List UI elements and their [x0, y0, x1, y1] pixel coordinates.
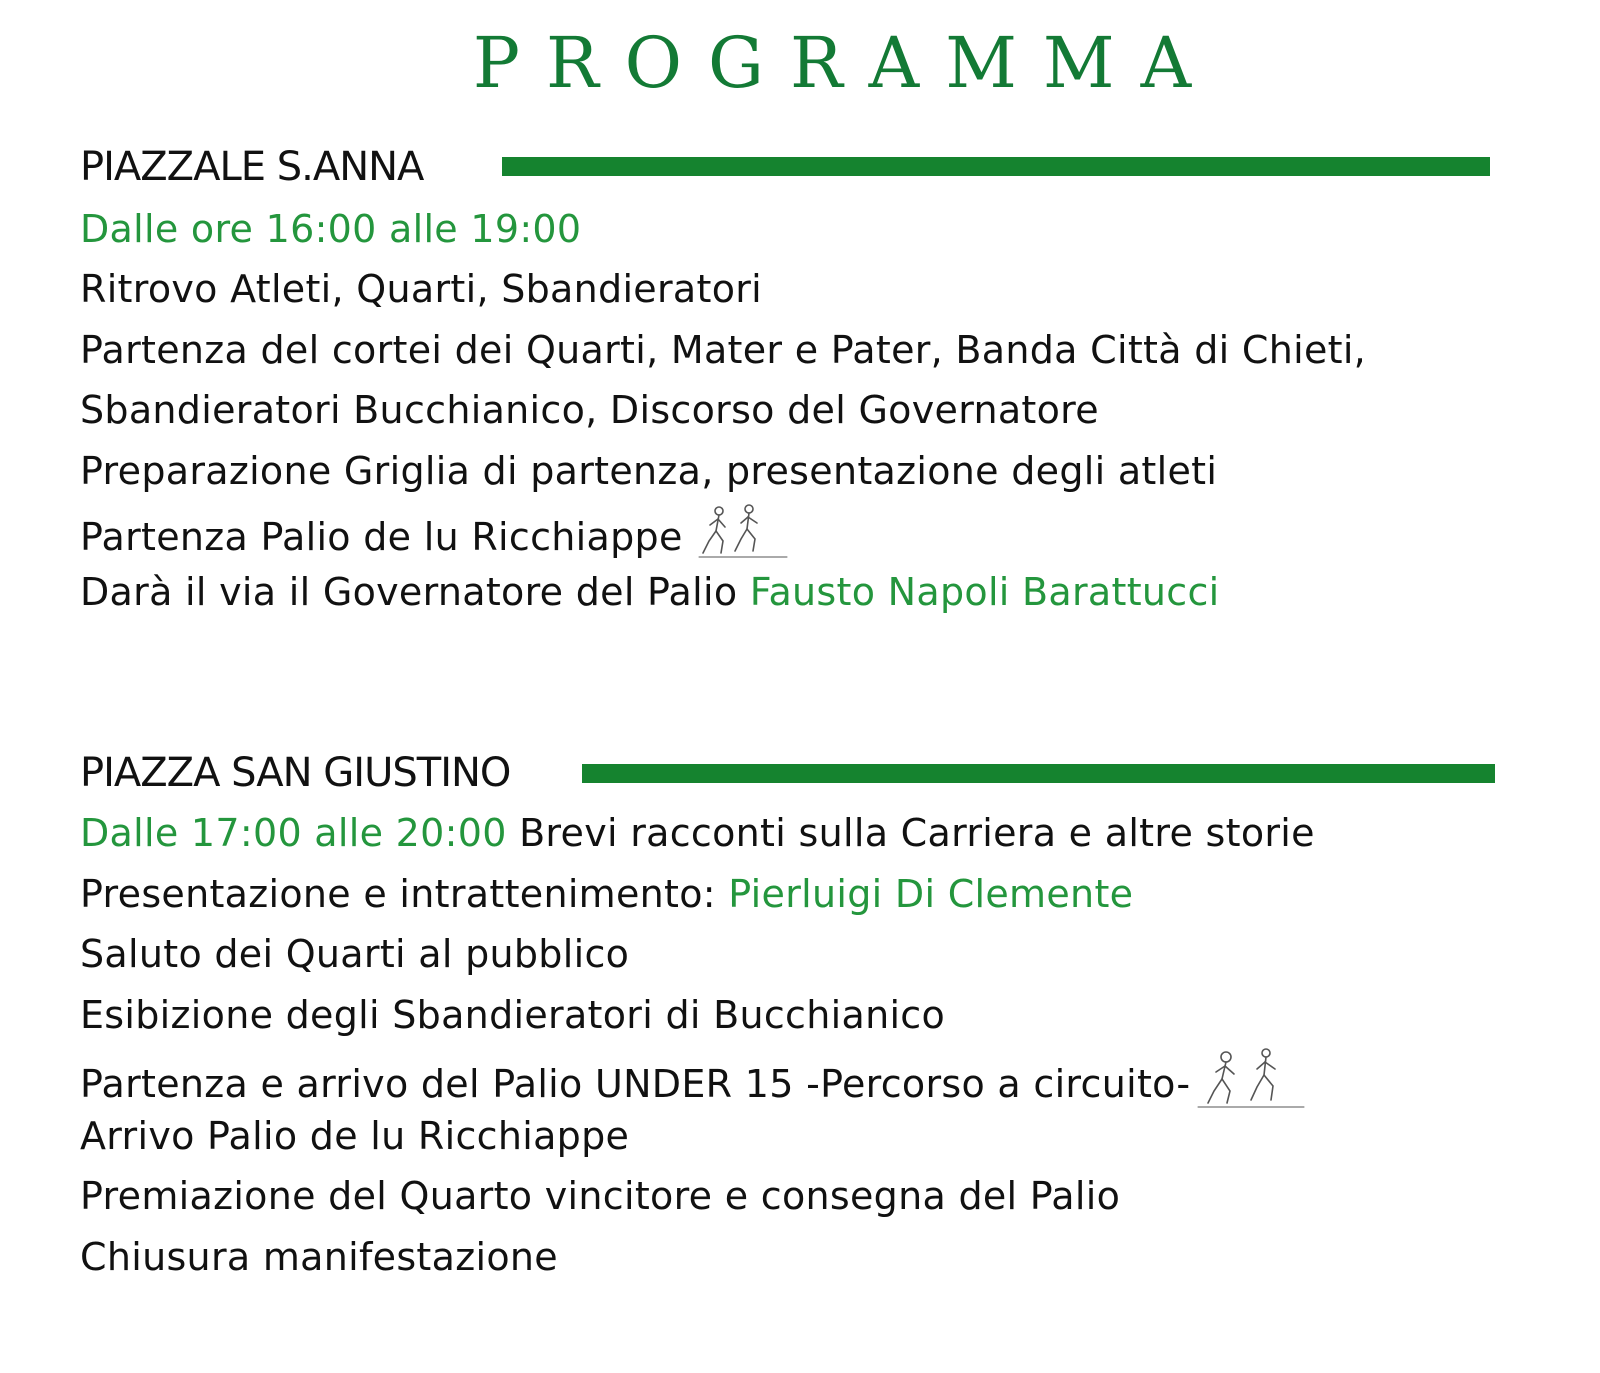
program-item: Sbandieratori Bucchianico, Discorso del Governatore	[80, 388, 1099, 432]
section-heading-piazzale-santanna	[80, 139, 423, 195]
section-time: Dalle ore 16:00 alle 19:00	[80, 207, 582, 251]
time-description: Brevi racconti sulla Carriera e altre storie	[506, 811, 1315, 855]
program-item: Premiazione del Quarto vincitore e consegna del Palio	[80, 1174, 1121, 1218]
program-item-text: Partenza Palio de lu Ricchiappe	[80, 515, 683, 559]
section-divider	[502, 157, 1490, 176]
section-heading-text: PIAZZA SAN GIUSTINO	[80, 750, 511, 796]
presenter-prefix: Presentazione e intrattenimento:	[80, 872, 729, 916]
program-item: Preparazione Griglia di partenza, presentazione degli atleti	[80, 449, 1218, 493]
program-item-presenter	[80, 864, 1133, 924]
governor-name: Fausto Napoli Barattucci	[749, 570, 1220, 614]
program-item: Partenza del cortei dei Quarti, Mater e Pater, Banda Città di Chieti,	[80, 328, 1367, 372]
section-divider	[582, 764, 1495, 783]
program-item-time	[80, 803, 1315, 863]
program-item: Arrivo Palio de lu Ricchiappe	[80, 1114, 630, 1158]
program-item: Esibizione degli Sbandieratori di Bucchianico	[80, 993, 946, 1037]
governor-prefix: Darà il via il Governatore del Palio	[80, 570, 750, 614]
program-item: Saluto dei Quarti al pubblico	[80, 932, 630, 976]
runners-icon	[1194, 1045, 1306, 1128]
section-heading-text: PIAZZALE S.ANNA	[80, 144, 424, 190]
presenter-name: Pierluigi Di Clemente	[728, 872, 1134, 916]
program-item: Ritrovo Atleti, Quarti, Sbandieratori	[80, 267, 763, 311]
page-title: PROGRAMMA	[472, 22, 1218, 104]
program-item: Chiusura manifestazione	[80, 1235, 558, 1279]
program-item-governor	[80, 562, 1220, 622]
program-item-text: Partenza e arrivo del Palio UNDER 15 -Percorso a circuito-	[80, 1062, 1191, 1106]
section-time: Dalle 17:00 alle 20:00	[80, 811, 507, 855]
section-heading-piazza-san-giustino	[80, 745, 510, 801]
